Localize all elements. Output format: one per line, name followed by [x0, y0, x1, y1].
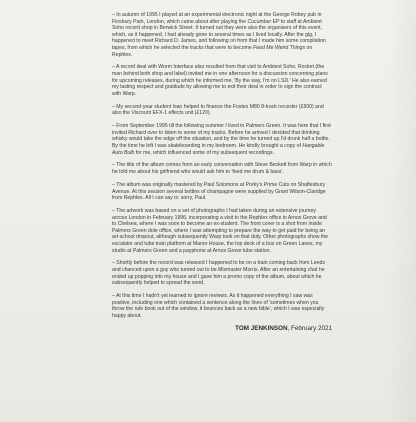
- paragraph-text: – At this time I hadn't yet learned to ignore reviews. As it happened everything I saw was positive, including one which contained a sentence along the lines of 'sometimes when you throw the rule book out of the window, it bounces back as a new bible', which I was especially happy about.: [112, 293, 325, 319]
- liner-note-paragraph: [112, 293, 332, 319]
- liner-note-paragraph: [112, 64, 332, 97]
- paragraph-list: [112, 12, 332, 320]
- signature: [112, 326, 332, 333]
- italic-title: Cucumber: [247, 18, 272, 25]
- paragraph-text: – The artwork was based on a set of photographs I had taken during an extensive journey across London in February 1996, incorporating a visit to the Rephlex office in Arnos Grove and to Chelsea, where I was soon to become an ex-student. The front cover is a shot from inside Palmers Green dole office, where I was attempting to prepare the way to get paid for being an art-school dropout, although subsequently Warp took on that duty. Other photographs show the escalator and tube train platform at Manor House, the top deck of a bus on Green Lanes, my studio at Palmers Green and a payphone at Arnos Grove tube station.: [112, 208, 329, 254]
- paragraph-text: for me, which influenced some of my subsequent recordings.: [134, 149, 275, 156]
- signature-date: , February 2021: [287, 324, 332, 332]
- liner-notes-text-column: [112, 12, 332, 332]
- paragraph-text: EP to staff at Ambient Soho record shop in Berwick Street. It turned out they were also the organisers of this event, which, as it happened, I had already gone to several times as I lived locally. After the gig, I happened to meet Richard D. James, and following on from that I made him some compilation tapes, from which he selected the tracks that were to become: [112, 18, 326, 51]
- paragraph-text: – From September 1995 till the following summer I lived in Palmers Green. It was here that I first invited Richard over to listen to some of my tracks. Before he arrived I decided that drinking whisky would take the edge off the situation, and by the time he turned up I'd drunk half a bottle. By the time he left I was skateboarding in my bedroom. He kindly brought a copy of: [112, 123, 331, 149]
- liner-note-paragraph: [112, 162, 332, 175]
- author-name: TOM JENKINSON: [235, 324, 288, 332]
- liner-note-paragraph: [112, 260, 332, 286]
- liner-note-paragraph: [112, 12, 332, 58]
- italic-title: Feed Me Weird Things: [253, 44, 306, 51]
- liner-note-paragraph: [112, 182, 332, 202]
- liner-note-paragraph: [112, 208, 332, 254]
- paragraph-text: – A record deal with Worm Interface also resulted from that visit to Ambient Soho. Rocket (the man behind both shop and label) invited me in one afternoon for a discussion concerning plans for upcoming releases, during which he informed me, 'By the way, I'm on LSD.' He also earned my lasting respect and gratitude by allowing me to exit their deal in order to sign the contract with Warp.: [112, 64, 328, 97]
- paragraph-text: – My second-year student loan helped to finance the Fostex M80 8-track recorder (£500) and also the Viscount EFX-1 effects unit (£120).: [112, 103, 324, 117]
- italic-title: Hangable Auto Bulb: [112, 142, 325, 156]
- paragraph-text: – In autumn of 1995 I played at an experimental electronic night at the George Robey pub in Finsbury Park, London, which came about after playing the: [112, 12, 322, 25]
- paragraph-text: on Rephlex.: [112, 44, 313, 58]
- paragraph-text: – The title of the album comes from an early conversation with Steve Beckett from Warp in which he told me about his girlfriend who would ask him to 'feed me drum & bass'.: [112, 162, 332, 176]
- paragraph-text: – Shortly before the record was released I happened to be on a train coming back from Leeds and chanced upon a guy who turned out to be Mixmaster Morris. After an entertaining chat he ended up popping into my house and I gave him a promo copy of the album, about which he subsequently helped to spread the word.: [112, 260, 325, 287]
- liner-note-paragraph: [112, 123, 332, 156]
- paragraph-text: – The album was originally mastered by Paul Solomons at Porky's Prime Cuts on Shaftesbury Avenue. At this session several bottles of champagne were supplied by Grant Wilson-Claridge from Rephlex. All I can say is: sorry, Paul.: [112, 181, 326, 202]
- liner-note-paragraph: [112, 104, 332, 117]
